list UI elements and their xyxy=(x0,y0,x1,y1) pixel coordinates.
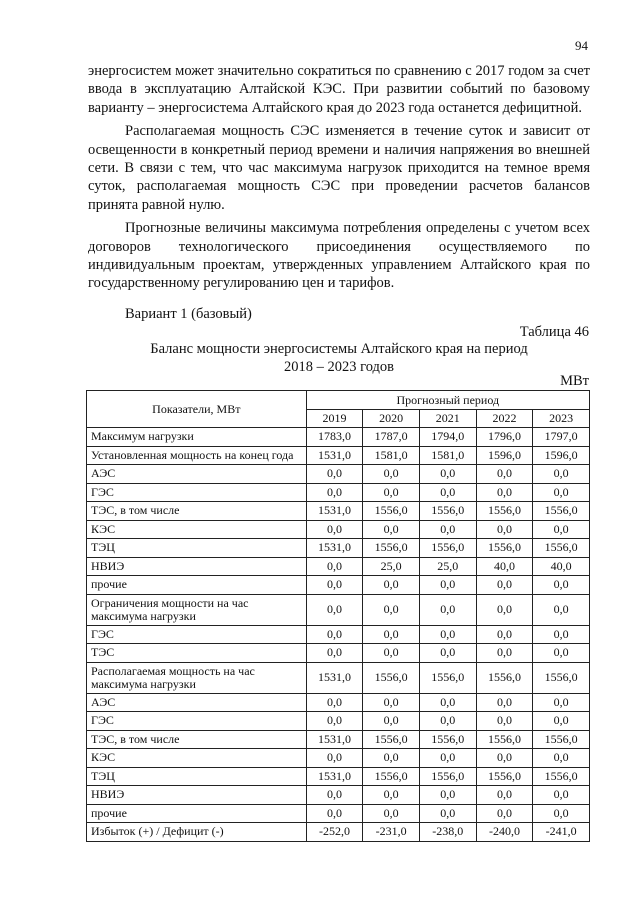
value-cell: 1531,0 xyxy=(306,662,363,693)
row-label: ГЭС xyxy=(87,625,307,644)
value-cell: 1797,0 xyxy=(533,428,590,447)
table-row xyxy=(87,539,590,558)
value-cell: 1531,0 xyxy=(306,539,363,558)
value-cell: -252,0 xyxy=(306,823,363,842)
value-cell: 0,0 xyxy=(476,644,533,663)
table-row xyxy=(87,804,590,823)
row-label: АЭС xyxy=(87,465,307,484)
value-cell: 1596,0 xyxy=(476,446,533,465)
value-cell: 0,0 xyxy=(306,576,363,595)
value-cell: 0,0 xyxy=(533,712,590,731)
row-label: прочие xyxy=(87,576,307,595)
value-cell: 0,0 xyxy=(533,520,590,539)
value-cell: -238,0 xyxy=(419,823,476,842)
value-cell: 1531,0 xyxy=(306,502,363,521)
value-cell: 0,0 xyxy=(306,557,363,576)
value-cell: 0,0 xyxy=(419,465,476,484)
year-header: 2019 xyxy=(306,410,363,428)
value-cell: -240,0 xyxy=(476,823,533,842)
table-row xyxy=(87,749,590,768)
value-cell: 0,0 xyxy=(533,483,590,502)
value-cell: 1556,0 xyxy=(533,767,590,786)
value-cell: 1556,0 xyxy=(533,502,590,521)
value-cell: 0,0 xyxy=(419,644,476,663)
value-cell: 0,0 xyxy=(419,804,476,823)
value-cell: 0,0 xyxy=(419,693,476,712)
value-cell: 0,0 xyxy=(476,693,533,712)
table-row xyxy=(87,644,590,663)
value-cell: 40,0 xyxy=(533,557,590,576)
value-cell: 1556,0 xyxy=(476,767,533,786)
table-row xyxy=(87,465,590,484)
value-cell: 1556,0 xyxy=(419,662,476,693)
row-label: Максимум нагрузки xyxy=(87,428,307,447)
value-cell: 0,0 xyxy=(419,749,476,768)
value-cell: 1556,0 xyxy=(419,767,476,786)
paragraph-continuation: энергосистем может значительно сократиться по сравнению с 2017 годом за счет ввода в эксплуатацию Алтайской КЭС. При развитии событий по базовому варианту – энергосистема Алтайского края до 2023 года останется дефицитной. xyxy=(88,63,590,116)
value-cell: 1556,0 xyxy=(419,502,476,521)
table-row xyxy=(87,576,590,595)
row-label: АЭС xyxy=(87,693,307,712)
value-cell: 0,0 xyxy=(533,693,590,712)
row-label: ТЭС, в том числе xyxy=(87,502,307,521)
value-cell: 0,0 xyxy=(419,712,476,731)
value-cell: 0,0 xyxy=(476,576,533,595)
year-header: 2021 xyxy=(419,410,476,428)
value-cell: 0,0 xyxy=(363,712,420,731)
table-row xyxy=(87,557,590,576)
value-cell: 1556,0 xyxy=(363,767,420,786)
row-label: ГЭС xyxy=(87,483,307,502)
value-cell: 1556,0 xyxy=(363,502,420,521)
table-title-line: 2018 – 2023 годов xyxy=(283,359,395,375)
year-header: 2020 xyxy=(363,410,420,428)
row-label: КЭС xyxy=(87,520,307,539)
value-cell: 1581,0 xyxy=(419,446,476,465)
table-row xyxy=(87,520,590,539)
value-cell: -231,0 xyxy=(363,823,420,842)
value-cell: 0,0 xyxy=(419,625,476,644)
row-label: ТЭЦ xyxy=(87,767,307,786)
value-cell: 1556,0 xyxy=(363,539,420,558)
table-row xyxy=(87,786,590,805)
table-row xyxy=(87,767,590,786)
table-number: Таблица 46 xyxy=(519,324,589,340)
value-cell: 0,0 xyxy=(419,786,476,805)
value-cell: 0,0 xyxy=(476,804,533,823)
row-label: ТЭС xyxy=(87,644,307,663)
value-cell: 0,0 xyxy=(306,804,363,823)
row-label: Избыток (+) / Дефицит (-) xyxy=(87,823,307,842)
value-cell: 0,0 xyxy=(306,465,363,484)
table-row xyxy=(87,625,590,644)
value-cell: 0,0 xyxy=(476,712,533,731)
value-cell: 0,0 xyxy=(306,483,363,502)
value-cell: 0,0 xyxy=(363,594,420,625)
table-title xyxy=(88,340,590,376)
value-cell: 0,0 xyxy=(476,465,533,484)
table-row xyxy=(87,446,590,465)
value-cell: 1531,0 xyxy=(306,446,363,465)
value-cell: 0,0 xyxy=(419,576,476,595)
table-body xyxy=(87,428,590,842)
value-cell: 0,0 xyxy=(363,483,420,502)
variant-label: Вариант 1 (базовый) xyxy=(125,306,252,322)
value-cell: 0,0 xyxy=(306,625,363,644)
value-cell: 0,0 xyxy=(306,749,363,768)
value-cell: 0,0 xyxy=(306,520,363,539)
value-cell: 0,0 xyxy=(363,465,420,484)
table-row xyxy=(87,594,590,625)
table-row xyxy=(87,712,590,731)
value-cell: 0,0 xyxy=(363,786,420,805)
value-cell: 1581,0 xyxy=(363,446,420,465)
value-cell: 0,0 xyxy=(533,749,590,768)
value-cell: 1556,0 xyxy=(476,662,533,693)
value-cell: 0,0 xyxy=(306,712,363,731)
value-cell: 1787,0 xyxy=(363,428,420,447)
row-label: ГЭС xyxy=(87,712,307,731)
row-label: Располагаемая мощность на час максимума нагрузки xyxy=(87,662,307,693)
value-cell: 0,0 xyxy=(533,594,590,625)
value-cell: 1556,0 xyxy=(476,730,533,749)
value-cell: 0,0 xyxy=(533,576,590,595)
table-row xyxy=(87,693,590,712)
value-cell: 0,0 xyxy=(306,644,363,663)
power-balance-table xyxy=(86,390,590,842)
value-cell: 0,0 xyxy=(476,786,533,805)
value-cell: 40,0 xyxy=(476,557,533,576)
value-cell: 0,0 xyxy=(476,483,533,502)
paragraph-forecast-values: Прогнозные величины максимума потребления определены с учетом всех договоров технологического присоединения осуществляемого по индивидуальным проектам, утвержденных управлением Алтайского края по государственному регулированию цен и тарифов. xyxy=(88,220,590,292)
metric-column-header: Показатели, МВт xyxy=(87,391,307,428)
value-cell: 0,0 xyxy=(363,749,420,768)
year-header: 2023 xyxy=(533,410,590,428)
value-cell: 0,0 xyxy=(476,625,533,644)
value-cell: 1556,0 xyxy=(476,539,533,558)
row-label: НВИЭ xyxy=(87,557,307,576)
year-header: 2022 xyxy=(476,410,533,428)
value-cell: 1796,0 xyxy=(476,428,533,447)
value-cell: 25,0 xyxy=(419,557,476,576)
value-cell: 0,0 xyxy=(363,520,420,539)
page-number: 94 xyxy=(575,38,588,53)
value-cell: 25,0 xyxy=(363,557,420,576)
value-cell: 0,0 xyxy=(363,693,420,712)
value-cell: 1794,0 xyxy=(419,428,476,447)
value-cell: 0,0 xyxy=(533,625,590,644)
period-column-header: Прогнозный период xyxy=(306,391,589,410)
value-cell: 0,0 xyxy=(476,594,533,625)
value-cell: 0,0 xyxy=(306,786,363,805)
value-cell: 0,0 xyxy=(363,804,420,823)
table-row xyxy=(87,428,590,447)
value-cell: 1556,0 xyxy=(419,539,476,558)
row-label: Ограничения мощности на час максимума нагрузки xyxy=(87,594,307,625)
value-cell: 0,0 xyxy=(363,625,420,644)
paragraph-ses-capacity: Располагаемая мощность СЭС изменяется в течение суток и зависит от освещенности в конкретный период времени и наличия напряжения во внешней сети. В связи с тем, что час максимума нагрузок приходится на темное время суток, располагаемая мощность СЭС при проведении расчетов балансов принята равной нулю. xyxy=(88,123,590,213)
value-cell: 0,0 xyxy=(533,465,590,484)
table-row xyxy=(87,662,590,693)
value-cell: 1596,0 xyxy=(533,446,590,465)
value-cell: 0,0 xyxy=(533,644,590,663)
value-cell: 1556,0 xyxy=(533,539,590,558)
value-cell: 0,0 xyxy=(363,576,420,595)
value-cell: 1531,0 xyxy=(306,730,363,749)
table-row xyxy=(87,502,590,521)
value-cell: 1556,0 xyxy=(476,502,533,521)
body-text xyxy=(88,62,590,298)
table-row xyxy=(87,823,590,842)
row-label: ТЭЦ xyxy=(87,539,307,558)
value-cell: 0,0 xyxy=(363,644,420,663)
value-cell: 0,0 xyxy=(476,749,533,768)
value-cell: 0,0 xyxy=(533,804,590,823)
row-label: НВИЭ xyxy=(87,786,307,805)
table-title-line: Баланс мощности энергосистемы Алтайского края на период xyxy=(150,341,528,357)
value-cell: 1556,0 xyxy=(363,730,420,749)
row-label: КЭС xyxy=(87,749,307,768)
value-cell: 1556,0 xyxy=(533,662,590,693)
value-cell: 1556,0 xyxy=(533,730,590,749)
table-row xyxy=(87,730,590,749)
value-cell: 0,0 xyxy=(533,786,590,805)
value-cell: 1531,0 xyxy=(306,767,363,786)
row-label: Установленная мощность на конец года xyxy=(87,446,307,465)
row-label: прочие xyxy=(87,804,307,823)
table-row xyxy=(87,483,590,502)
value-cell: 0,0 xyxy=(476,520,533,539)
value-cell: 0,0 xyxy=(419,594,476,625)
value-cell: 1783,0 xyxy=(306,428,363,447)
units-label: МВт xyxy=(560,373,589,389)
value-cell: 0,0 xyxy=(306,594,363,625)
value-cell: 0,0 xyxy=(419,520,476,539)
value-cell: 0,0 xyxy=(306,693,363,712)
row-label: ТЭС, в том числе xyxy=(87,730,307,749)
value-cell: -241,0 xyxy=(533,823,590,842)
value-cell: 1556,0 xyxy=(363,662,420,693)
value-cell: 1556,0 xyxy=(419,730,476,749)
value-cell: 0,0 xyxy=(419,483,476,502)
